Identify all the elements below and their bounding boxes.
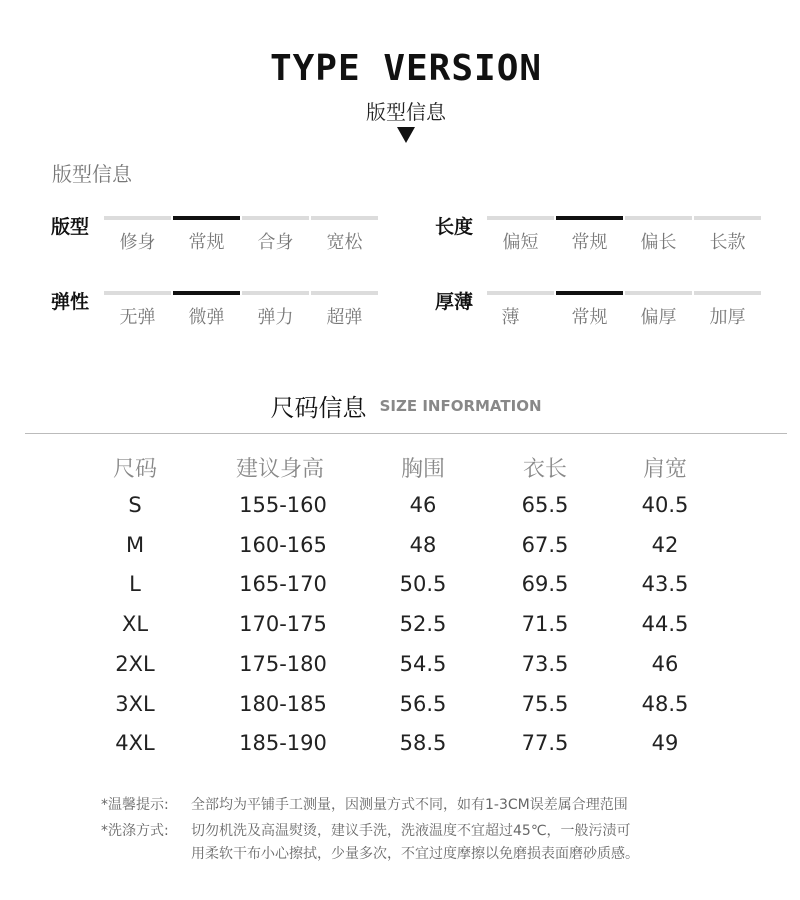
fit-bar bbox=[242, 216, 309, 220]
fit-option: 无弹 bbox=[119, 307, 156, 328]
size-cell: 48.5 bbox=[641, 692, 689, 716]
fit-bar bbox=[625, 291, 692, 295]
fit-option: 薄 bbox=[501, 307, 520, 328]
size-header: 衣长 bbox=[522, 457, 567, 482]
size-cell: 71.5 bbox=[521, 612, 569, 636]
page-subtitle: 版型信息 bbox=[366, 100, 446, 124]
fit-option: 偏厚 bbox=[640, 307, 677, 328]
size-header: 肩宽 bbox=[642, 457, 687, 482]
size-cell: 67.5 bbox=[521, 533, 569, 557]
size-header: 建议身高 bbox=[235, 457, 324, 482]
fit-option: 修身 bbox=[119, 232, 156, 253]
fit-bar bbox=[311, 216, 378, 220]
size-cell: 155-160 bbox=[239, 493, 327, 517]
size-cell: 65.5 bbox=[521, 493, 569, 517]
size-cell: XL bbox=[121, 612, 149, 636]
size-cell: 185-190 bbox=[239, 731, 327, 755]
divider bbox=[25, 433, 787, 434]
fit-option: 微弹 bbox=[188, 307, 225, 328]
size-cell: 42 bbox=[651, 533, 679, 557]
fit-bar bbox=[104, 216, 171, 220]
fit-bar bbox=[487, 291, 554, 295]
size-cell: 165-170 bbox=[239, 572, 327, 596]
tip-label: *温馨提示: bbox=[101, 797, 169, 813]
size-cell: 3XL bbox=[115, 692, 155, 716]
size-cell: 43.5 bbox=[641, 572, 689, 596]
size-cell: 56.5 bbox=[399, 692, 447, 716]
size-cell: M bbox=[125, 533, 145, 557]
fit-option: 长款 bbox=[709, 232, 746, 253]
fit-option: 超弹 bbox=[326, 307, 363, 328]
fit-section-label: 版型信息 bbox=[52, 162, 132, 186]
fit-group-thickness bbox=[435, 287, 795, 343]
fit-group-name: 版型 bbox=[51, 216, 90, 238]
fit-group-elasticity bbox=[51, 287, 411, 343]
size-cell: 48 bbox=[409, 533, 437, 557]
size-cell: 58.5 bbox=[399, 731, 447, 755]
fit-option: 合身 bbox=[257, 232, 294, 253]
size-cell: 180-185 bbox=[239, 692, 327, 716]
fit-group-length bbox=[435, 212, 795, 268]
fit-option: 偏长 bbox=[640, 232, 677, 253]
fit-group-name: 弹性 bbox=[51, 291, 90, 313]
size-cell: 4XL bbox=[115, 731, 155, 755]
fit-bar bbox=[104, 291, 171, 295]
size-header: 胸围 bbox=[400, 457, 445, 482]
size-cell: 46 bbox=[651, 652, 679, 676]
fit-bar bbox=[556, 291, 623, 295]
size-cell: 54.5 bbox=[399, 652, 447, 676]
fit-option: 偏短 bbox=[502, 232, 539, 253]
size-cell: 50.5 bbox=[399, 572, 447, 596]
size-cell: 73.5 bbox=[521, 652, 569, 676]
size-cell: 170-175 bbox=[239, 612, 327, 636]
page-title: TYPE VERSION bbox=[269, 48, 543, 89]
size-header: 尺码 bbox=[112, 457, 157, 482]
fit-bar bbox=[173, 216, 240, 220]
fit-group-name: 长度 bbox=[435, 216, 474, 238]
size-cell: 52.5 bbox=[399, 612, 447, 636]
size-cell: 44.5 bbox=[641, 612, 689, 636]
fit-option: 加厚 bbox=[709, 307, 746, 328]
size-cell: 77.5 bbox=[521, 731, 569, 755]
size-cell: 75.5 bbox=[521, 692, 569, 716]
size-section-title bbox=[0, 388, 800, 423]
fit-option: 弹力 bbox=[257, 307, 294, 328]
fit-bar bbox=[556, 216, 623, 220]
fit-bar bbox=[242, 291, 309, 295]
fit-option: 宽松 bbox=[326, 232, 363, 253]
fit-option: 常规 bbox=[188, 232, 225, 253]
fit-bar bbox=[173, 291, 240, 295]
fit-bar bbox=[487, 216, 554, 220]
tip-text: 全部均为平铺手工测量，因测量方式不同，如有1-3CM误差属合理范围 bbox=[191, 797, 628, 813]
size-cell: L bbox=[129, 572, 141, 596]
size-cell: 69.5 bbox=[521, 572, 569, 596]
size-title-cn: 尺码信息 bbox=[270, 394, 367, 422]
size-cell: 160-165 bbox=[239, 533, 327, 557]
fit-group-type bbox=[51, 212, 411, 268]
size-cell: 40.5 bbox=[641, 493, 689, 517]
fit-bar bbox=[625, 216, 692, 220]
fit-option: 常规 bbox=[571, 307, 608, 328]
fit-bar bbox=[311, 291, 378, 295]
fit-bar bbox=[694, 216, 761, 220]
fit-bar bbox=[694, 291, 761, 295]
wash-label: *洗涤方式: bbox=[101, 823, 169, 839]
size-title-en: SIZE INFORMATION bbox=[379, 396, 542, 415]
size-cell: 175-180 bbox=[239, 652, 327, 676]
fit-option: 常规 bbox=[571, 232, 608, 253]
size-cell: 2XL bbox=[115, 652, 155, 676]
size-cell: 46 bbox=[409, 493, 437, 517]
wash-text-line2: 用柔软干布小心擦拭，少量多次，不宜过度摩擦以免磨损表面磨砂质感。 bbox=[191, 846, 639, 862]
fit-group-name: 厚薄 bbox=[435, 291, 474, 313]
size-cell: S bbox=[128, 493, 142, 517]
triangle-down-icon bbox=[397, 127, 415, 143]
wash-text-line1: 切勿机洗及高温熨烫，建议手洗，洗液温度不宜超过45℃，一般污渍可 bbox=[191, 823, 631, 839]
size-cell: 49 bbox=[651, 731, 679, 755]
